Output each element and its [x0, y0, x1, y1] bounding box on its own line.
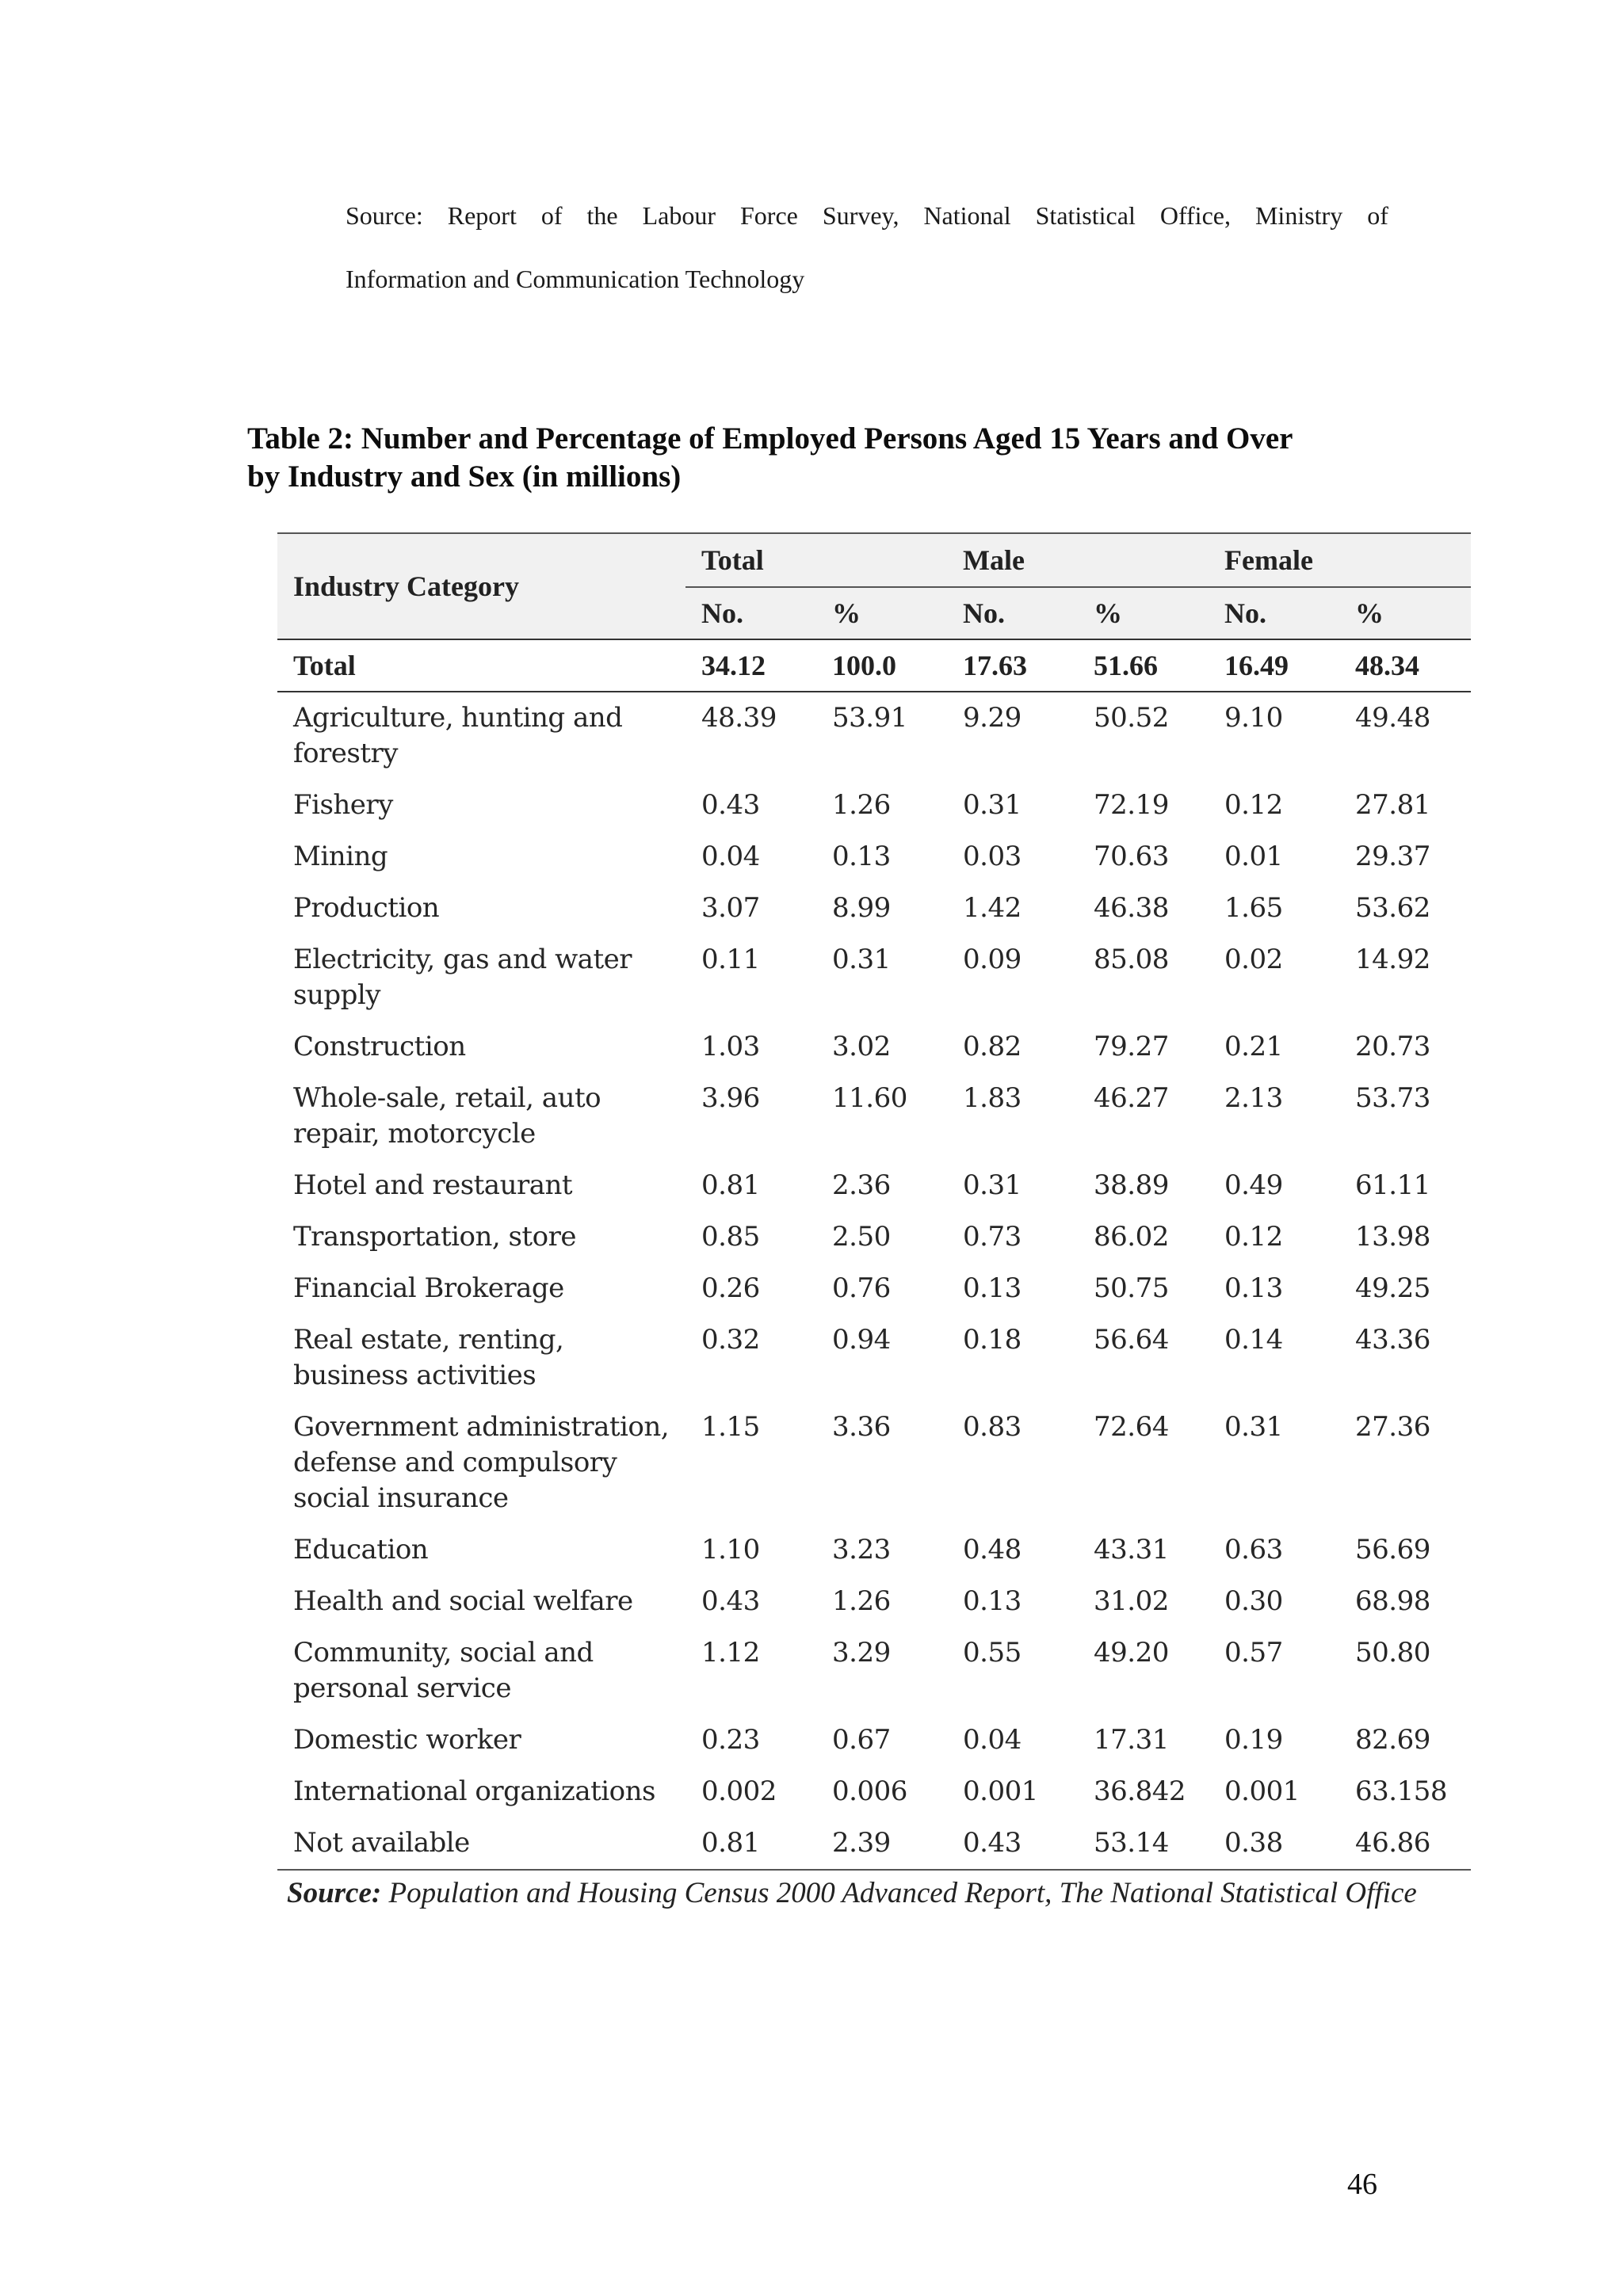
industry-label: Fishery: [293, 789, 393, 821]
table-cell: 0.81: [701, 1169, 760, 1201]
table-cell: 0.006: [832, 1775, 907, 1807]
table-cell: 0.13: [963, 1585, 1022, 1617]
table-cell: 49.48: [1355, 702, 1430, 734]
source-note-word: Labour: [642, 201, 716, 230]
table-cell: 43.31: [1094, 1534, 1169, 1566]
table-cell: 72.19: [1094, 789, 1169, 821]
table-cell: 0.03: [963, 841, 1022, 872]
employment-table: [277, 532, 1471, 1871]
table-cell: 1.83: [963, 1082, 1022, 1114]
table-cell: 86.02: [1094, 1221, 1169, 1253]
table-cell: 0.13: [832, 841, 891, 872]
source-note-line-2: Information and Communication Technology: [346, 265, 805, 293]
table-cell: 68.98: [1355, 1585, 1430, 1617]
table-cell: 50.80: [1355, 1637, 1430, 1669]
table-cell: 0.001: [1224, 1775, 1300, 1807]
table-cell: 0.02: [1224, 944, 1283, 975]
industry-label: Health and social welfare: [293, 1585, 633, 1617]
industry-label: Electricity, gas and water supply: [293, 944, 632, 1011]
table-cell: 72.64: [1094, 1411, 1169, 1443]
table-cell: 0.55: [963, 1637, 1022, 1669]
table-cell: 46.86: [1339, 1817, 1471, 1870]
subheader-female-percent: %: [1339, 587, 1471, 639]
table-cell: 27.36: [1355, 1411, 1430, 1443]
total-row-cell: 48.34: [1339, 639, 1471, 692]
table-cell: 2.50: [832, 1221, 891, 1253]
table-cell: 1.42: [963, 892, 1022, 924]
table-cell: 0.11: [701, 944, 760, 975]
table-cell: 0.57: [1224, 1637, 1283, 1669]
table-cell: 0.31: [963, 1169, 1022, 1201]
table-cell: 0.13: [963, 1272, 1022, 1304]
table-cell: 3.02: [832, 1031, 891, 1062]
table-row: [277, 883, 1471, 934]
table-cell: 56.64: [1094, 1324, 1169, 1356]
table-cell: 48.39: [701, 702, 777, 734]
table-cell: 2.13: [1224, 1082, 1283, 1114]
source-note-word: of: [540, 201, 563, 230]
table-cell: 27.81: [1355, 789, 1430, 821]
header-industry-category: Industry Category: [277, 533, 685, 639]
industry-label: Government administration, defense and compulsory social insurance: [293, 1411, 670, 1514]
table-cell: 0.12: [1224, 1221, 1283, 1253]
table-cell: 0.30: [1224, 1585, 1283, 1617]
table-row: [277, 934, 1471, 1021]
industry-label: Mining: [293, 841, 388, 872]
table-cell: 0.002: [701, 1775, 777, 1807]
industry-label: Community, social and personal service: [293, 1637, 594, 1704]
table-cell: 17.31: [1094, 1724, 1169, 1756]
total-row: [277, 639, 1471, 692]
source-note-word: the: [586, 201, 618, 230]
table-cell: 0.76: [832, 1272, 891, 1304]
header-group-female: Female: [1209, 533, 1471, 587]
table-cell: 85.08: [1094, 944, 1169, 975]
table-cell: 2.36: [832, 1169, 891, 1201]
subheader-female-no: No.: [1209, 587, 1339, 639]
total-row-label: Total: [277, 639, 685, 692]
subheader-male-no: No.: [947, 587, 1078, 639]
employment-table-container: [277, 532, 1471, 1912]
table-cell: 63.158: [1355, 1775, 1447, 1807]
table-cell: 0.38: [1209, 1817, 1339, 1870]
industry-label: Production: [293, 892, 440, 924]
source-note-word: National: [923, 201, 1011, 230]
table-cell: 0.48: [963, 1534, 1022, 1566]
table-cell: 0.82: [963, 1031, 1022, 1062]
table-cell: 11.60: [832, 1082, 907, 1114]
table-cell: 53.14: [1078, 1817, 1209, 1870]
table-row: [277, 1817, 1471, 1870]
table-cell: 1.65: [1224, 892, 1283, 924]
table-cell: 0.43: [947, 1817, 1078, 1870]
table-cell: 1.03: [701, 1031, 760, 1062]
table-cell: 14.92: [1355, 944, 1430, 975]
table-cell: 0.19: [1224, 1724, 1283, 1756]
table-cell: 0.04: [701, 841, 760, 872]
table-cell: 0.43: [701, 789, 760, 821]
total-row-cell: 34.12: [685, 639, 816, 692]
source-note: [346, 195, 1388, 299]
industry-label: Real estate, renting, business activities: [293, 1324, 564, 1391]
table-cell: 50.52: [1094, 702, 1169, 734]
table-cell: 1.12: [701, 1637, 760, 1669]
table-row: [277, 1263, 1471, 1314]
table-cell: 0.18: [963, 1324, 1022, 1356]
table-cell: 9.29: [963, 702, 1022, 734]
table-body: [277, 692, 1471, 1870]
table-cell: 82.69: [1355, 1724, 1430, 1756]
table-cell: 0.31: [832, 944, 891, 975]
page-number: 46: [1347, 2168, 1377, 2201]
table-cell: 9.10: [1224, 702, 1283, 734]
table-cell: 31.02: [1094, 1585, 1169, 1617]
table-cell: 3.96: [701, 1082, 760, 1114]
table-cell: 0.49: [1224, 1169, 1283, 1201]
table-cell: 3.36: [832, 1411, 891, 1443]
source-note-word: Survey,: [822, 201, 899, 230]
table-cell: 0.12: [1224, 789, 1283, 821]
table-cell: 20.73: [1355, 1031, 1430, 1062]
table-row: [277, 1160, 1471, 1211]
table-cell: 0.04: [963, 1724, 1022, 1756]
subheader-male-percent: %: [1078, 587, 1209, 639]
table-cell: 0.09: [963, 944, 1022, 975]
total-row-cell: 16.49: [1209, 639, 1339, 692]
industry-label: Transportation, store: [293, 1221, 576, 1253]
table-cell: 0.94: [832, 1324, 891, 1356]
table-cell: 49.20: [1094, 1637, 1169, 1669]
source-note-word: of: [1367, 201, 1388, 230]
table-row: [277, 1627, 1471, 1714]
table-cell: 0.31: [1224, 1411, 1283, 1443]
industry-label: Education: [293, 1534, 429, 1566]
table-source-text: Population and Housing Census 2000 Advanced Report, The National Statistical Office: [388, 1877, 1417, 1909]
table-row: [277, 780, 1471, 831]
table-cell: 3.23: [832, 1534, 891, 1566]
table-cell: 70.63: [1094, 841, 1169, 872]
table-cell: 0.13: [1224, 1272, 1283, 1304]
table-cell: 53.73: [1355, 1082, 1430, 1114]
source-note-line-1: [346, 195, 1388, 236]
source-note-word: Office,: [1159, 201, 1231, 230]
table-cell: 0.31: [963, 789, 1022, 821]
industry-label: Whole-sale, retail, auto repair, motorcycle: [293, 1082, 601, 1150]
source-note-word: Report: [447, 201, 517, 230]
table-cell: 8.99: [832, 892, 891, 924]
total-row-cell: 100.0: [816, 639, 947, 692]
table-row: [277, 1314, 1471, 1402]
table-cell: 38.89: [1094, 1169, 1169, 1201]
table-cell: 0.01: [1224, 841, 1283, 872]
header-group-male: Male: [947, 533, 1209, 587]
table-cell: 1.15: [701, 1411, 760, 1443]
table-cell: 53.91: [832, 702, 907, 734]
table-cell: 0.67: [832, 1724, 891, 1756]
table-cell: 0.21: [1224, 1031, 1283, 1062]
table-cell: 36.842: [1094, 1775, 1186, 1807]
table-cell: 61.11: [1355, 1169, 1430, 1201]
table-row: [277, 1211, 1471, 1263]
table-row: [277, 831, 1471, 883]
table-cell: 0.26: [701, 1272, 760, 1304]
source-note-word: Force: [740, 201, 798, 230]
table-row: [277, 1073, 1471, 1160]
industry-label: Agriculture, hunting and forestry: [293, 702, 623, 769]
table-row: [277, 1021, 1471, 1073]
table-cell: 29.37: [1355, 841, 1430, 872]
table-cell: 0.73: [963, 1221, 1022, 1253]
table-cell: 0.32: [701, 1324, 760, 1356]
industry-label: Domestic worker: [293, 1724, 521, 1756]
table-header: [277, 533, 1471, 639]
table-cell: 43.36: [1355, 1324, 1430, 1356]
industry-label: Not available: [277, 1817, 685, 1870]
table-cell: 1.10: [701, 1534, 760, 1566]
table-cell: 46.27: [1094, 1082, 1169, 1114]
industry-label: Construction: [293, 1031, 466, 1062]
table-cell: 0.83: [963, 1411, 1022, 1443]
table-cell: 49.25: [1355, 1272, 1430, 1304]
table-cell: 3.07: [701, 892, 760, 924]
table-cell: 1.26: [832, 789, 891, 821]
table-row: [277, 1402, 1471, 1524]
table-cell: 0.23: [701, 1724, 760, 1756]
table-row: [277, 1766, 1471, 1817]
table-row: [277, 1714, 1471, 1766]
source-note-word: Statistical: [1035, 201, 1136, 230]
table-cell: 0.81: [685, 1817, 816, 1870]
table-cell: 56.69: [1355, 1534, 1430, 1566]
table-cell: 79.27: [1094, 1031, 1169, 1062]
table-source-note: [277, 1871, 1471, 1912]
table-cell: 50.75: [1094, 1272, 1169, 1304]
table-row: [277, 1576, 1471, 1627]
table-title: [247, 420, 1404, 496]
header-group-total: Total: [685, 533, 947, 587]
source-note-label: Source:: [346, 201, 423, 230]
table-source-label: Source:: [287, 1877, 382, 1909]
total-row-cell: 17.63: [947, 639, 1078, 692]
table-cell: 1.26: [832, 1585, 891, 1617]
table-cell: 46.38: [1094, 892, 1169, 924]
subheader-total-no: No.: [685, 587, 816, 639]
table-total-section: [277, 639, 1471, 692]
table-cell: 0.85: [701, 1221, 760, 1253]
total-row-cell: 51.66: [1078, 639, 1209, 692]
industry-label: International organizations: [293, 1775, 655, 1807]
industry-label: Financial Brokerage: [293, 1272, 564, 1304]
table-cell: 2.39: [816, 1817, 947, 1870]
industry-label: Hotel and restaurant: [293, 1169, 573, 1201]
source-note-word: Ministry: [1254, 201, 1343, 230]
table-cell: 0.63: [1224, 1534, 1283, 1566]
subheader-total-percent: %: [816, 587, 947, 639]
table-cell: 53.62: [1355, 892, 1430, 924]
table-title-line-2: by Industry and Sex (in millions): [247, 460, 682, 494]
table-row: [277, 692, 1471, 780]
table-cell: 13.98: [1355, 1221, 1430, 1253]
table-title-line-1: Table 2: Number and Percentage of Employed Persons Aged 15 Years and Over: [247, 421, 1293, 456]
table-cell: 0.001: [963, 1775, 1038, 1807]
table-row: [277, 1524, 1471, 1576]
table-cell: 0.43: [701, 1585, 760, 1617]
table-cell: 0.14: [1224, 1324, 1283, 1356]
table-cell: 3.29: [832, 1637, 891, 1669]
